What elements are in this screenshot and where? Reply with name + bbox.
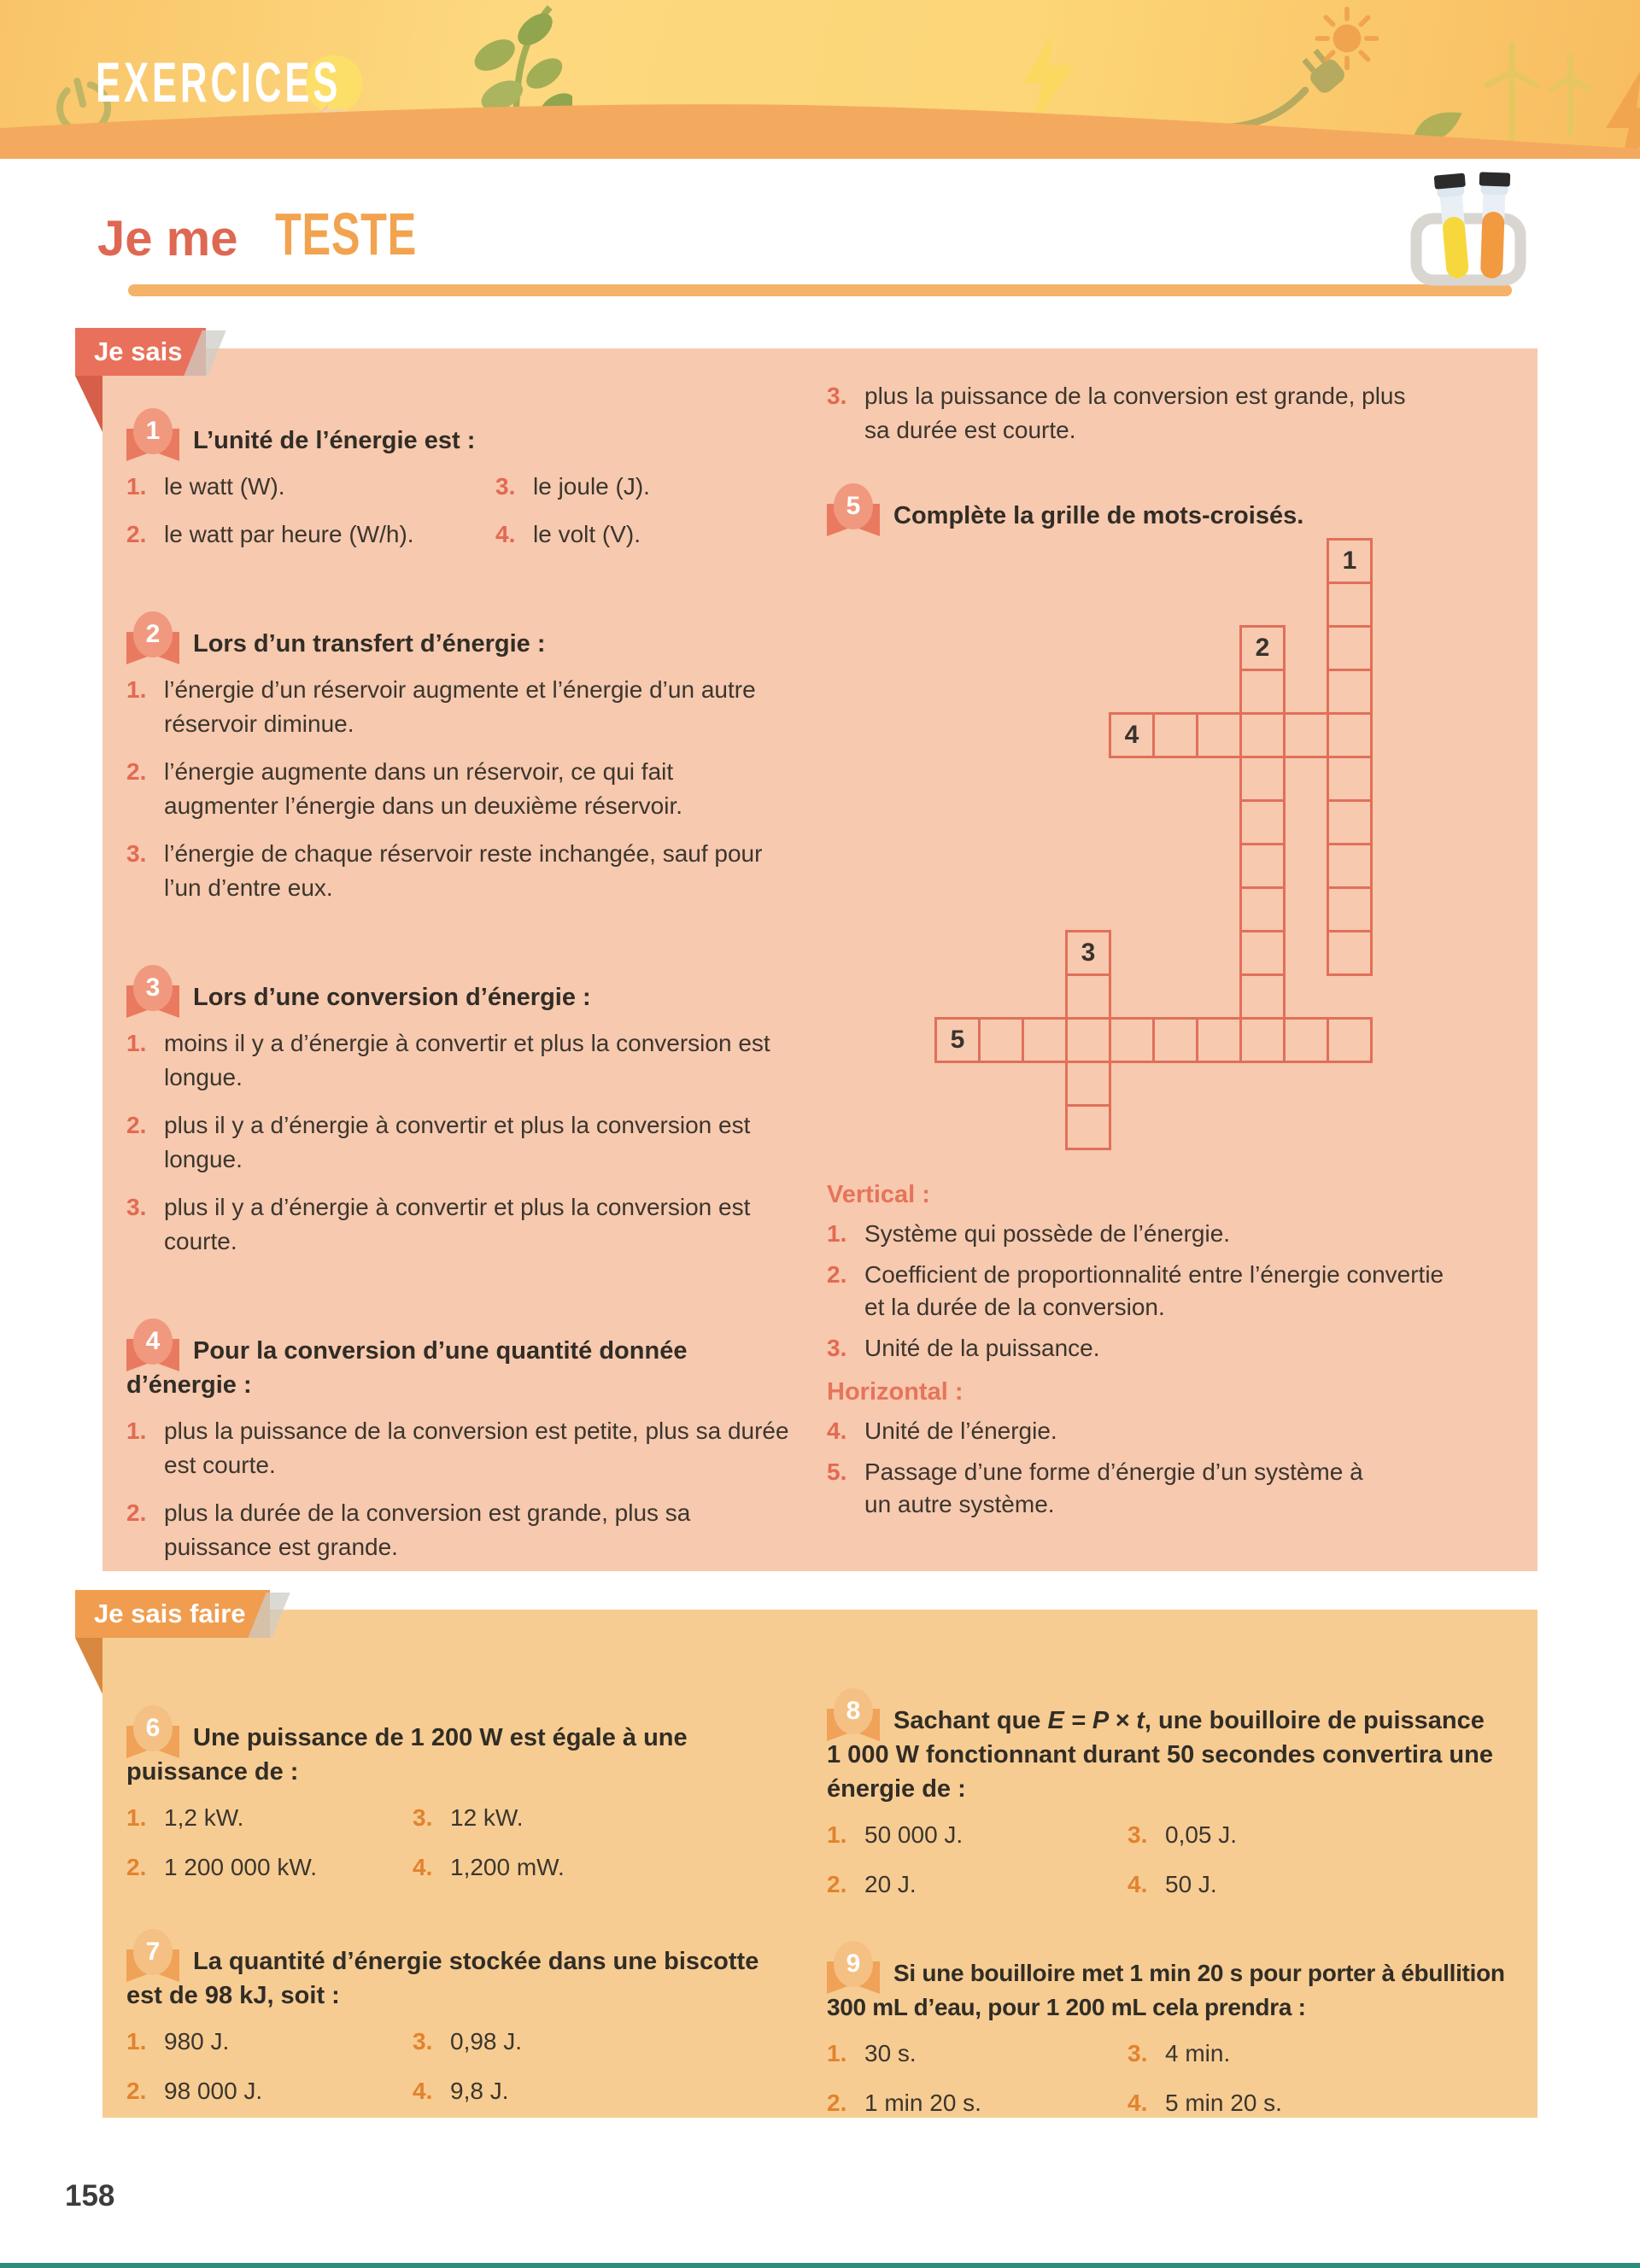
question-7 bbox=[126, 1938, 793, 2108]
crossword-cell[interactable] bbox=[1283, 712, 1329, 758]
question-2-number: 2 bbox=[133, 611, 173, 658]
answer-item bbox=[827, 1818, 1128, 1852]
crossword-cell[interactable] bbox=[1065, 973, 1111, 1020]
answer-item bbox=[1128, 1818, 1524, 1852]
question-8 bbox=[827, 1697, 1524, 1902]
crossword-cell[interactable] bbox=[978, 1017, 1024, 1063]
answer-number: 3. bbox=[413, 2028, 433, 2055]
clue-number: 4. bbox=[827, 1418, 847, 1444]
answer-item bbox=[126, 517, 495, 552]
answer-number: 3. bbox=[1128, 1821, 1148, 1848]
crossword-cell[interactable] bbox=[1022, 1017, 1068, 1063]
answer-text: plus la puissance de la conversion est grande, plus sa durée est courte. bbox=[864, 383, 1406, 443]
section-tab-je-sais-faire-label: Je sais faire bbox=[94, 1599, 246, 1628]
answer-text: 5 min 20 s. bbox=[1165, 2090, 1282, 2116]
crossword-cell[interactable] bbox=[1239, 930, 1286, 976]
answer-text: le watt par heure (W/h). bbox=[164, 521, 414, 547]
clue-text: Unité de la puissance. bbox=[864, 1335, 1100, 1361]
answer-item bbox=[126, 1026, 793, 1095]
test-tubes-icon bbox=[1391, 167, 1543, 302]
question-8-formula: E = P × t bbox=[1047, 1707, 1145, 1734]
question-6-answers bbox=[126, 1801, 793, 1885]
question-4-number: 4 bbox=[133, 1318, 173, 1365]
section-tab-je-sais-faire bbox=[75, 1590, 270, 1638]
header-banner bbox=[0, 0, 1640, 159]
answer-number: 1. bbox=[126, 1418, 147, 1444]
question-8-badge bbox=[827, 1697, 882, 1734]
question-2-title: Lors d’un transfert d’énergie : bbox=[193, 630, 546, 658]
answer-item bbox=[1128, 2086, 1524, 2120]
header-hill-shape bbox=[0, 0, 1640, 159]
answer-text: 12 kW. bbox=[450, 1804, 524, 1831]
crossword-cell[interactable] bbox=[1327, 712, 1373, 758]
answer-text: 1,200 mW. bbox=[450, 1854, 565, 1880]
je-sais-right-column bbox=[827, 379, 1520, 1529]
question-9-number: 9 bbox=[834, 1941, 873, 1987]
answer-number: 4. bbox=[1128, 1871, 1148, 1897]
crossword-cell[interactable] bbox=[1327, 625, 1373, 671]
answer-text: 30 s. bbox=[864, 2040, 917, 2066]
answer-number: 1. bbox=[126, 1030, 147, 1056]
crossword-cell-1[interactable]: 1 bbox=[1327, 538, 1373, 584]
answer-text: 0,98 J. bbox=[450, 2028, 523, 2055]
answer-item bbox=[413, 2025, 793, 2059]
answer-item bbox=[827, 2086, 1128, 2120]
answer-number: 2. bbox=[827, 2090, 847, 2116]
answer-number: 3. bbox=[827, 383, 847, 409]
answer-text: 4 min. bbox=[1165, 2040, 1231, 2066]
answer-number: 4. bbox=[1128, 2090, 1148, 2116]
answer-text: 1 min 20 s. bbox=[864, 2090, 981, 2116]
answer-number: 3. bbox=[413, 1804, 433, 1831]
answer-item bbox=[1128, 2037, 1524, 2071]
page-number: 158 bbox=[65, 2179, 115, 2212]
crossword-cell[interactable] bbox=[1109, 1017, 1155, 1063]
crossword-cell[interactable] bbox=[1327, 756, 1373, 802]
crossword-cell[interactable] bbox=[1239, 799, 1286, 845]
section-tab-je-sais bbox=[75, 328, 206, 376]
answer-text: l’énergie augmente dans un réservoir, ce qui fait augmenter l’énergie dans un deuxième réservoir. bbox=[164, 758, 683, 819]
answer-number: 1. bbox=[126, 1804, 147, 1831]
crossword-cell[interactable] bbox=[1239, 756, 1286, 802]
answer-item bbox=[126, 755, 793, 823]
question-4-answers bbox=[126, 1414, 793, 1564]
answer-item bbox=[126, 837, 793, 905]
answer-item bbox=[126, 1850, 413, 1885]
clue-number: 3. bbox=[827, 1335, 847, 1361]
answer-text: 9,8 J. bbox=[450, 2078, 509, 2104]
crossword-cell-3[interactable]: 3 bbox=[1065, 930, 1111, 976]
crossword-cell[interactable] bbox=[1327, 799, 1373, 845]
answer-number: 2. bbox=[126, 758, 147, 785]
question-2-badge bbox=[126, 620, 181, 658]
crossword-clues bbox=[827, 1181, 1520, 1521]
answer-text: l’énergie de chaque réservoir reste inchangée, sauf pour l’un d’entre eux. bbox=[164, 840, 763, 901]
answer-text: l’énergie d’un réservoir augmente et l’énergie d’un autre réservoir diminue. bbox=[164, 676, 756, 737]
je-sais-left-column bbox=[126, 417, 793, 1578]
clue-item bbox=[827, 1218, 1520, 1250]
vertical-clues-label: Vertical : bbox=[827, 1181, 930, 1208]
crossword-cell[interactable] bbox=[1065, 1104, 1111, 1150]
crossword-cell[interactable] bbox=[1196, 712, 1242, 758]
question-2-answers bbox=[126, 673, 793, 905]
crossword-cell[interactable] bbox=[1327, 582, 1373, 628]
question-4-title: Pour la conversion d’une quantité donnée d’énergie : bbox=[126, 1337, 688, 1399]
crossword-grid bbox=[934, 538, 1373, 1150]
crossword-cell[interactable] bbox=[1152, 712, 1198, 758]
answer-number: 3. bbox=[126, 1194, 147, 1220]
crossword-cell-4[interactable]: 4 bbox=[1109, 712, 1155, 758]
clue-number: 5. bbox=[827, 1458, 847, 1485]
crossword-cell[interactable] bbox=[1283, 1017, 1329, 1063]
question-8-title-after: , une bouilloire de puissance 1 000 W fonctionnant durant 50 secondes convertira une énergie de : bbox=[827, 1707, 1493, 1803]
section-tab-je-sais-label: Je sais bbox=[94, 336, 183, 366]
answer-number: 1. bbox=[827, 1821, 847, 1848]
question-7-number: 7 bbox=[133, 1929, 173, 1975]
question-6-number: 6 bbox=[133, 1705, 173, 1751]
question-3-number: 3 bbox=[133, 965, 173, 1011]
answer-item bbox=[126, 470, 495, 504]
crossword-cell[interactable] bbox=[1327, 1017, 1373, 1063]
section-je-sais-faire bbox=[102, 1610, 1538, 2118]
answer-number: 4. bbox=[495, 521, 516, 547]
answer-item bbox=[495, 470, 793, 504]
question-1-number: 1 bbox=[133, 408, 173, 454]
crossword-cell[interactable] bbox=[1239, 1017, 1286, 1063]
clue-item bbox=[827, 1456, 1520, 1521]
page-title-teste: TESTE bbox=[275, 201, 418, 267]
clue-number: 2. bbox=[827, 1261, 847, 1288]
crossword-cell-2[interactable]: 2 bbox=[1239, 625, 1286, 671]
answer-text: 50 000 J. bbox=[864, 1821, 964, 1848]
crossword-cell[interactable] bbox=[1239, 886, 1286, 932]
crossword-cell[interactable] bbox=[1327, 669, 1373, 715]
question-8-answers bbox=[827, 1818, 1524, 1902]
answer-text: 50 J. bbox=[1165, 1871, 1217, 1897]
horizontal-clues-label: Horizontal : bbox=[827, 1378, 964, 1406]
header-title: EXERCICES bbox=[96, 50, 342, 114]
answer-number: 3. bbox=[1128, 2040, 1148, 2066]
clue-text: Passage d’une forme d’énergie d’un système à un autre système. bbox=[864, 1458, 1363, 1517]
clue-text: Unité de l’énergie. bbox=[864, 1418, 1057, 1444]
crossword-cell[interactable] bbox=[1239, 669, 1286, 715]
crossword-cell[interactable] bbox=[1152, 1017, 1198, 1063]
question-7-badge bbox=[126, 1938, 181, 1975]
question-7-answers bbox=[126, 2025, 793, 2108]
answer-item bbox=[495, 517, 793, 552]
question-4 bbox=[126, 1327, 793, 1564]
crossword-cell[interactable] bbox=[1327, 843, 1373, 889]
title-underline bbox=[128, 284, 1512, 296]
answer-item bbox=[126, 2025, 413, 2059]
answer-text: le volt (V). bbox=[533, 521, 641, 547]
bottom-edge-strip bbox=[0, 2263, 1640, 2268]
answer-item bbox=[126, 1414, 793, 1482]
question-4-badge bbox=[126, 1327, 181, 1365]
crossword-cell[interactable] bbox=[1327, 930, 1373, 976]
clue-number: 1. bbox=[827, 1220, 847, 1247]
question-9 bbox=[827, 1949, 1524, 2120]
question-5-title: Complète la grille de mots-croisés. bbox=[893, 502, 1304, 529]
answer-item bbox=[413, 1801, 793, 1835]
question-3 bbox=[126, 973, 793, 1259]
question-1-title: L’unité de l’énergie est : bbox=[193, 427, 476, 454]
question-3-badge bbox=[126, 973, 181, 1011]
answer-number: 2. bbox=[126, 1854, 147, 1880]
answer-item bbox=[413, 2074, 793, 2108]
answer-number: 2. bbox=[126, 521, 147, 547]
answer-text: 980 J. bbox=[164, 2028, 230, 2055]
answer-item bbox=[126, 1108, 793, 1177]
answer-number: 3. bbox=[495, 473, 516, 500]
question-4-answer-3 bbox=[827, 379, 1520, 447]
answer-text: 1,2 kW. bbox=[164, 1804, 244, 1831]
answer-number: 2. bbox=[126, 1112, 147, 1138]
answer-number: 1. bbox=[126, 676, 147, 703]
answer-number: 2. bbox=[126, 1499, 147, 1526]
answer-number: 1. bbox=[126, 473, 147, 500]
clue-item bbox=[827, 1332, 1520, 1365]
crossword-cell[interactable] bbox=[1196, 1017, 1242, 1063]
question-5-number: 5 bbox=[834, 483, 873, 529]
clue-text: Système qui possède de l’énergie. bbox=[864, 1220, 1231, 1247]
crossword-cell[interactable] bbox=[1239, 973, 1286, 1020]
answer-item bbox=[126, 1190, 793, 1259]
answer-number: 1. bbox=[827, 2040, 847, 2066]
answer-text: plus il y a d’énergie à convertir et plus la conversion est courte. bbox=[164, 1194, 751, 1254]
answer-number: 4. bbox=[413, 2078, 433, 2104]
answer-number: 2. bbox=[827, 1871, 847, 1897]
question-7-title: La quantité d’énergie stockée dans une biscotte est de 98 kJ, soit : bbox=[126, 1948, 759, 2009]
question-9-badge bbox=[827, 1949, 882, 1987]
answer-number: 4. bbox=[413, 1854, 433, 1880]
clue-text: Coefficient de proportionnalité entre l’énergie convertie et la durée de la conversion. bbox=[864, 1261, 1444, 1320]
question-6-badge bbox=[126, 1714, 181, 1751]
crossword-cell[interactable] bbox=[1239, 712, 1286, 758]
answer-item bbox=[126, 673, 793, 741]
question-8-number: 8 bbox=[834, 1688, 873, 1734]
crossword-cell[interactable] bbox=[1327, 886, 1373, 932]
answer-text: 0,05 J. bbox=[1165, 1821, 1238, 1848]
question-5-badge bbox=[827, 492, 882, 529]
question-1-badge bbox=[126, 417, 181, 454]
question-3-title: Lors d’une conversion d’énergie : bbox=[193, 984, 591, 1011]
question-8-title bbox=[827, 1704, 1524, 1806]
question-3-answers bbox=[126, 1026, 793, 1259]
answer-item bbox=[1128, 1868, 1524, 1902]
answer-number: 1. bbox=[126, 2028, 147, 2055]
question-1 bbox=[126, 417, 793, 552]
question-9-answers bbox=[827, 2037, 1524, 2120]
answer-text: plus la puissance de la conversion est petite, plus sa durée est courte. bbox=[164, 1418, 789, 1478]
question-9-title: Si une bouilloire met 1 min 20 s pour porter à ébullition 300 mL d’eau, pour 1 200 mL cela prendra : bbox=[827, 1960, 1505, 2020]
question-1-answers bbox=[126, 470, 793, 552]
question-8-title-before: Sachant que bbox=[893, 1707, 1048, 1734]
answer-text: le watt (W). bbox=[164, 473, 285, 500]
answer-text: plus il y a d’énergie à convertir et plus la conversion est longue. bbox=[164, 1112, 751, 1172]
answer-item bbox=[126, 1496, 793, 1564]
page-title-je-me: Je me bbox=[97, 211, 238, 266]
answer-item bbox=[827, 2037, 1128, 2071]
answer-text: 20 J. bbox=[864, 1871, 917, 1897]
question-5 bbox=[827, 492, 1520, 533]
crossword-cell[interactable] bbox=[1239, 843, 1286, 889]
question-6 bbox=[126, 1714, 793, 1885]
je-sais-faire-right-column bbox=[827, 1697, 1524, 2120]
answer-text: plus la durée de la conversion est grande, plus sa puissance est grande. bbox=[164, 1499, 691, 1560]
clue-item bbox=[827, 1415, 1520, 1447]
answer-number: 2. bbox=[126, 2078, 147, 2104]
answer-text: moins il y a d’énergie à convertir et plus la conversion est longue. bbox=[164, 1030, 770, 1090]
je-sais-faire-left-column bbox=[126, 1714, 793, 2108]
crossword-cell[interactable] bbox=[1065, 1061, 1111, 1107]
answer-text: 98 000 J. bbox=[164, 2078, 263, 2104]
section-je-sais bbox=[102, 348, 1538, 1571]
answer-item bbox=[827, 1868, 1128, 1902]
answer-item bbox=[126, 1801, 413, 1835]
clue-item bbox=[827, 1259, 1520, 1324]
answer-text: 1 200 000 kW. bbox=[164, 1854, 318, 1880]
answer-text: le joule (J). bbox=[533, 473, 650, 500]
answer-item bbox=[126, 2074, 413, 2108]
crossword-cell-5[interactable]: 5 bbox=[934, 1017, 981, 1063]
question-6-title: Une puissance de 1 200 W est égale à une puissance de : bbox=[126, 1724, 688, 1786]
answer-number: 3. bbox=[126, 840, 147, 867]
question-2 bbox=[126, 620, 793, 905]
answer-item bbox=[413, 1850, 793, 1885]
crossword-cell[interactable] bbox=[1065, 1017, 1111, 1063]
